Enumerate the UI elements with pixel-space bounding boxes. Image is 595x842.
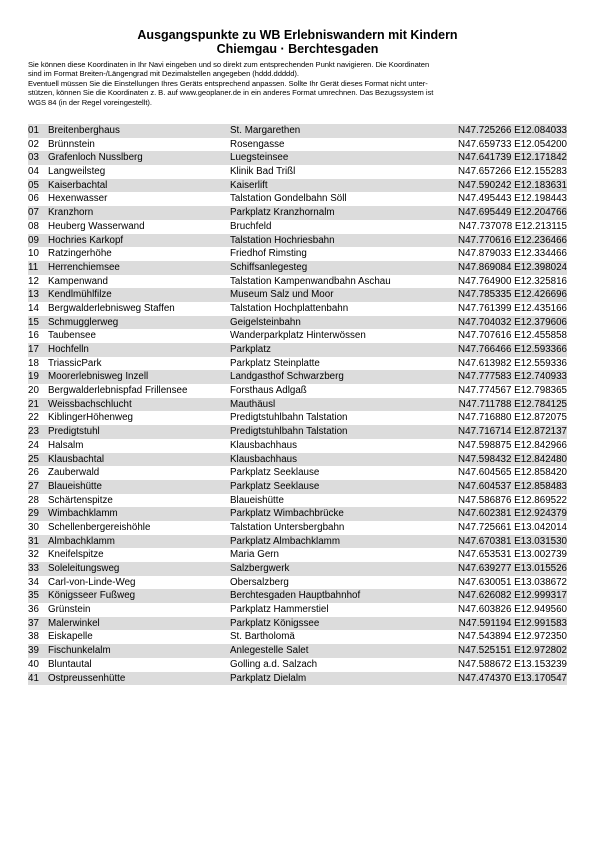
coordinates: N47.639277 E13.015526 bbox=[458, 563, 567, 574]
coordinates: N47.774567 E12.798365 bbox=[458, 385, 567, 397]
starting-point: St. Bartholomä bbox=[230, 631, 295, 643]
starting-point: Maria Gern bbox=[230, 549, 279, 561]
coordinates: N47.766466 E12.593366 bbox=[458, 344, 567, 355]
table-row bbox=[28, 535, 567, 549]
row-number: 02 bbox=[28, 138, 39, 150]
route-name: Fischunkelalm bbox=[48, 645, 111, 657]
coordinates: N47.653531 E13.002739 bbox=[458, 549, 567, 561]
row-number: 40 bbox=[28, 658, 39, 670]
row-number: 01 bbox=[28, 125, 39, 136]
row-number: 29 bbox=[28, 508, 39, 520]
route-name: Bergwalderlebnispfad Frillensee bbox=[48, 385, 188, 397]
route-name: Hexenwasser bbox=[48, 193, 108, 205]
route-name: Soleleitungsweg bbox=[48, 563, 120, 574]
starting-point: Talstation Hochplattenbahn bbox=[230, 302, 349, 314]
coordinates: N47.591194 E12.991583 bbox=[458, 617, 567, 629]
row-number: 25 bbox=[28, 453, 39, 465]
starting-point: Parkplatz Almbachklamm bbox=[230, 535, 340, 547]
route-name: Hochfelln bbox=[48, 344, 89, 355]
table-row bbox=[28, 507, 567, 521]
row-number: 33 bbox=[28, 563, 39, 574]
row-number: 13 bbox=[28, 289, 39, 301]
row-number: 27 bbox=[28, 480, 39, 492]
row-number: 06 bbox=[28, 193, 39, 205]
table-row bbox=[28, 644, 567, 658]
coordinates: N47.737078 E12.213115 bbox=[458, 220, 567, 232]
coordinates: N47.770616 E12.236466 bbox=[458, 234, 567, 246]
route-name: Königsseer Fußweg bbox=[48, 590, 136, 602]
coordinates: N47.695449 E12.204766 bbox=[458, 207, 567, 219]
starting-point: Talstation Kampenwandbahn Aschau bbox=[230, 275, 391, 287]
coordinates: N47.764900 E12.325816 bbox=[458, 275, 567, 287]
coordinates: N47.869084 E12.398024 bbox=[458, 261, 567, 273]
coordinates: N47.626082 E12.999317 bbox=[458, 590, 567, 602]
table-row bbox=[28, 411, 567, 425]
row-number: 17 bbox=[28, 344, 39, 355]
coordinates-table bbox=[28, 124, 567, 685]
route-name: Zauberwald bbox=[48, 467, 100, 479]
table-row bbox=[28, 124, 567, 138]
row-number: 41 bbox=[28, 672, 39, 684]
row-number: 07 bbox=[28, 207, 39, 219]
row-number: 31 bbox=[28, 535, 39, 547]
intro-line: stützen, können Sie die Koordinaten z. B. auf www.geoplaner.de in ein anderes Format umrechnen. Das Bezugssystem ist bbox=[28, 88, 434, 98]
table-row bbox=[28, 589, 567, 603]
coordinates: N47.586876 E12.869522 bbox=[458, 494, 567, 506]
coordinates: N47.659733 E12.054200 bbox=[458, 138, 567, 150]
route-name: Taubensee bbox=[48, 330, 96, 342]
coordinates: N47.716880 E12.872075 bbox=[458, 412, 567, 424]
row-number: 35 bbox=[28, 590, 39, 602]
row-number: 16 bbox=[28, 330, 39, 342]
route-name: Ratzingerhöhe bbox=[48, 248, 112, 260]
coordinates: N47.602381 E12.924379 bbox=[458, 508, 567, 520]
intro-text bbox=[28, 60, 573, 107]
starting-point: Parkplatz Wimbachbrücke bbox=[230, 508, 344, 520]
row-number: 26 bbox=[28, 467, 39, 479]
route-name: Wimbachklamm bbox=[48, 508, 118, 520]
row-number: 15 bbox=[28, 316, 39, 328]
table-row bbox=[28, 247, 567, 261]
starting-point: Klausbachhaus bbox=[230, 439, 297, 451]
route-name: Hochries Karkopf bbox=[48, 234, 124, 246]
coordinates: N47.725661 E13.042014 bbox=[458, 521, 567, 533]
row-number: 36 bbox=[28, 604, 39, 616]
route-name: Blaueishütte bbox=[48, 480, 102, 492]
starting-point: Klausbachhaus bbox=[230, 453, 297, 465]
coordinates: N47.543894 E12.972350 bbox=[458, 631, 567, 643]
table-row bbox=[28, 329, 567, 343]
route-name: Klausbachtal bbox=[48, 453, 105, 465]
coordinates: N47.588672 E13.153239 bbox=[458, 658, 567, 670]
starting-point: Parkplatz Hammerstiel bbox=[230, 604, 329, 616]
starting-point: Blaueishütte bbox=[230, 494, 284, 506]
table-row bbox=[28, 630, 567, 644]
route-name: Kaiserbachtal bbox=[48, 179, 108, 191]
coordinates: N47.711788 E12.784125 bbox=[458, 398, 567, 410]
row-number: 10 bbox=[28, 248, 39, 260]
starting-point: Salzbergwerk bbox=[230, 563, 290, 574]
starting-point: Schiffsanlegesteg bbox=[230, 261, 308, 273]
route-name: Bluntautal bbox=[48, 658, 92, 670]
route-name: Carl-von-Linde-Weg bbox=[48, 576, 136, 588]
table-row bbox=[28, 206, 567, 220]
row-number: 20 bbox=[28, 385, 39, 397]
coordinates: N47.474370 E13.170547 bbox=[458, 672, 567, 684]
coordinates: N47.630051 E13.038672 bbox=[458, 576, 567, 588]
table-row bbox=[28, 343, 567, 357]
table-row bbox=[28, 398, 567, 412]
coordinates: N47.785335 E12.426696 bbox=[458, 289, 567, 301]
row-number: 11 bbox=[28, 261, 39, 273]
route-name: Grafenloch Nusslberg bbox=[48, 152, 143, 164]
row-number: 03 bbox=[28, 152, 39, 164]
table-row bbox=[28, 288, 567, 302]
route-name: Brünnstein bbox=[48, 138, 95, 150]
route-name: TriassicPark bbox=[48, 357, 102, 369]
coordinates: N47.716714 E12.872137 bbox=[458, 426, 567, 438]
route-name: Ostpreussenhütte bbox=[48, 672, 126, 684]
table-row bbox=[28, 425, 567, 439]
starting-point: Wanderparkplatz Hinterwössen bbox=[230, 330, 366, 342]
table-row bbox=[28, 234, 567, 248]
route-name: Weissbachschlucht bbox=[48, 398, 132, 410]
route-name: Eiskapelle bbox=[48, 631, 93, 643]
starting-point: Golling a.d. Salzach bbox=[230, 658, 318, 670]
table-row bbox=[28, 165, 567, 179]
table-row bbox=[28, 603, 567, 617]
row-number: 28 bbox=[28, 494, 39, 506]
starting-point: Anlegestelle Salet bbox=[230, 645, 309, 657]
starting-point: Rosengasse bbox=[230, 138, 285, 150]
route-name: Schellenbergereishöhle bbox=[48, 521, 151, 533]
route-name: Kendlmühlfilze bbox=[48, 289, 112, 301]
table-row bbox=[28, 261, 567, 275]
table-row bbox=[28, 179, 567, 193]
route-name: Almbachklamm bbox=[48, 535, 115, 547]
table-row bbox=[28, 151, 567, 165]
table-row bbox=[28, 384, 567, 398]
row-number: 08 bbox=[28, 220, 39, 232]
route-name: Schärtenspitze bbox=[48, 494, 113, 506]
coordinates: N47.670381 E13.031530 bbox=[458, 535, 567, 547]
table-row bbox=[28, 548, 567, 562]
starting-point: Friedhof Rimsting bbox=[230, 248, 307, 260]
table-row bbox=[28, 302, 567, 316]
row-number: 18 bbox=[28, 357, 39, 369]
intro-line: WGS 84 (in der Regel voreingestellt). bbox=[28, 97, 152, 107]
starting-point: Geigelsteinbahn bbox=[230, 316, 301, 328]
route-name: Langweilsteg bbox=[48, 166, 106, 178]
row-number: 24 bbox=[28, 439, 39, 451]
route-name: Kranzhorn bbox=[48, 207, 94, 219]
starting-point: Parkplatz Dielalm bbox=[230, 672, 307, 684]
starting-point: Forsthaus Adlgaß bbox=[230, 385, 307, 397]
page-title: Ausgangspunkte zu WB Erlebniswandern mit Kindern bbox=[137, 28, 458, 42]
route-name: KiblingerHöhenweg bbox=[48, 412, 133, 424]
row-number: 14 bbox=[28, 302, 39, 314]
coordinates: N47.604565 E12.858420 bbox=[458, 467, 567, 479]
table-row bbox=[28, 220, 567, 234]
starting-point: Talstation Untersbergbahn bbox=[230, 521, 345, 533]
route-name: Predigtstuhl bbox=[48, 426, 100, 438]
starting-point: Obersalzberg bbox=[230, 576, 289, 588]
table-row bbox=[28, 357, 567, 371]
row-number: 05 bbox=[28, 179, 39, 191]
table-row bbox=[28, 521, 567, 535]
starting-point: Talstation Hochriesbahn bbox=[230, 234, 335, 246]
coordinates: N47.495443 E12.198443 bbox=[458, 193, 567, 205]
row-number: 09 bbox=[28, 234, 39, 246]
coordinates: N47.725266 E12.084033 bbox=[458, 125, 567, 136]
table-row bbox=[28, 617, 567, 631]
row-number: 22 bbox=[28, 412, 39, 424]
starting-point: Mauthäusl bbox=[230, 398, 276, 410]
coordinates: N47.879033 E12.334466 bbox=[458, 248, 567, 260]
row-number: 39 bbox=[28, 645, 39, 657]
starting-point: Predigtstuhlbahn Talstation bbox=[230, 412, 348, 424]
row-number: 37 bbox=[28, 617, 39, 629]
starting-point: Luegsteinsee bbox=[230, 152, 289, 164]
starting-point: Parkplatz Steinplatte bbox=[230, 357, 320, 369]
starting-point: Predigtstuhlbahn Talstation bbox=[230, 426, 348, 438]
coordinates: N47.761399 E12.435166 bbox=[458, 302, 567, 314]
table-row bbox=[28, 480, 567, 494]
coordinates: N47.641739 E12.171842 bbox=[458, 152, 567, 164]
coordinates: N47.657266 E12.155283 bbox=[458, 166, 567, 178]
route-name: Heuberg Wasserwand bbox=[48, 220, 145, 232]
row-number: 04 bbox=[28, 166, 39, 178]
route-name: Breitenberghaus bbox=[48, 125, 120, 136]
route-name: Kneifelspitze bbox=[48, 549, 104, 561]
coordinates: N47.777583 E12.740933 bbox=[458, 371, 567, 383]
row-number: 30 bbox=[28, 521, 39, 533]
table-row bbox=[28, 658, 567, 672]
route-name: Kampenwand bbox=[48, 275, 108, 287]
coordinates: N47.707616 E12.455858 bbox=[458, 330, 567, 342]
intro-line: Eventuell müssen Sie die Einstellungen Ihres Geräts entsprechend anpassen. Sollte Ihr Gerät dieses Format nicht unter- bbox=[28, 78, 428, 88]
route-name: Halsalm bbox=[48, 439, 84, 451]
intro-line: sind im Format Breiten-/Längengrad mit Dezimalstellen angegeben (hddd.ddddd). bbox=[28, 69, 299, 79]
table-row bbox=[28, 439, 567, 453]
starting-point: Parkplatz Kranzhornalm bbox=[230, 207, 335, 219]
table-row bbox=[28, 316, 567, 330]
route-name: Grünstein bbox=[48, 604, 91, 616]
starting-point: Parkplatz Seeklause bbox=[230, 480, 320, 492]
row-number: 21 bbox=[28, 398, 39, 410]
page-subtitle: Chiemgau · Berchtesgaden bbox=[216, 42, 379, 56]
row-number: 34 bbox=[28, 576, 39, 588]
table-row bbox=[28, 453, 567, 467]
coordinates: N47.603826 E12.949560 bbox=[458, 604, 567, 616]
starting-point: Klinik Bad Trißl bbox=[230, 166, 296, 178]
route-name: Herrenchiemsee bbox=[48, 261, 120, 273]
row-number: 32 bbox=[28, 549, 39, 561]
coordinates: N47.704032 E12.379606 bbox=[458, 316, 567, 328]
table-row bbox=[28, 672, 567, 686]
row-number: 19 bbox=[28, 371, 39, 383]
route-name: Schmugglerweg bbox=[48, 316, 119, 328]
starting-point: Parkplatz bbox=[230, 344, 271, 355]
table-row bbox=[28, 192, 567, 206]
table-row bbox=[28, 494, 567, 508]
coordinates: N47.613982 E12.559336 bbox=[458, 357, 567, 369]
row-number: 12 bbox=[28, 275, 39, 287]
starting-point: Berchtesgaden Hauptbahnhof bbox=[230, 590, 361, 602]
starting-point: Parkplatz Seeklause bbox=[230, 467, 320, 479]
coordinates: N47.598875 E12.842966 bbox=[458, 439, 567, 451]
starting-point: Landgasthof Schwarzberg bbox=[230, 371, 344, 383]
starting-point: Talstation Gondelbahn Söll bbox=[230, 193, 347, 205]
coordinates: N47.604537 E12.858483 bbox=[458, 480, 567, 492]
starting-point: Kaiserlift bbox=[230, 179, 268, 191]
coordinates: N47.598432 E12.842480 bbox=[458, 453, 567, 465]
starting-point: Bruchfeld bbox=[230, 220, 272, 232]
table-row bbox=[28, 138, 567, 152]
route-name: Moorerlebnisweg Inzell bbox=[48, 371, 149, 383]
starting-point: St. Margarethen bbox=[230, 125, 301, 136]
intro-line: Sie können diese Koordinaten in Ihr Navi eingeben und so direkt zum entsprechenden Punkt navigieren. Die Koordinaten bbox=[28, 60, 430, 69]
table-row bbox=[28, 370, 567, 384]
route-name: Bergwalderlebnisweg Staffen bbox=[48, 302, 175, 314]
row-number: 23 bbox=[28, 426, 39, 438]
table-row bbox=[28, 562, 567, 576]
coordinates: N47.590242 E12.183631 bbox=[458, 179, 567, 191]
coordinates: N47.525151 E12.972802 bbox=[458, 645, 567, 657]
row-number: 38 bbox=[28, 631, 39, 643]
route-name: Malerwinkel bbox=[48, 617, 100, 629]
starting-point: Parkplatz Königssee bbox=[230, 617, 320, 629]
table-row bbox=[28, 576, 567, 590]
table-row bbox=[28, 466, 567, 480]
starting-point: Museum Salz und Moor bbox=[230, 289, 334, 301]
table-row bbox=[28, 275, 567, 289]
